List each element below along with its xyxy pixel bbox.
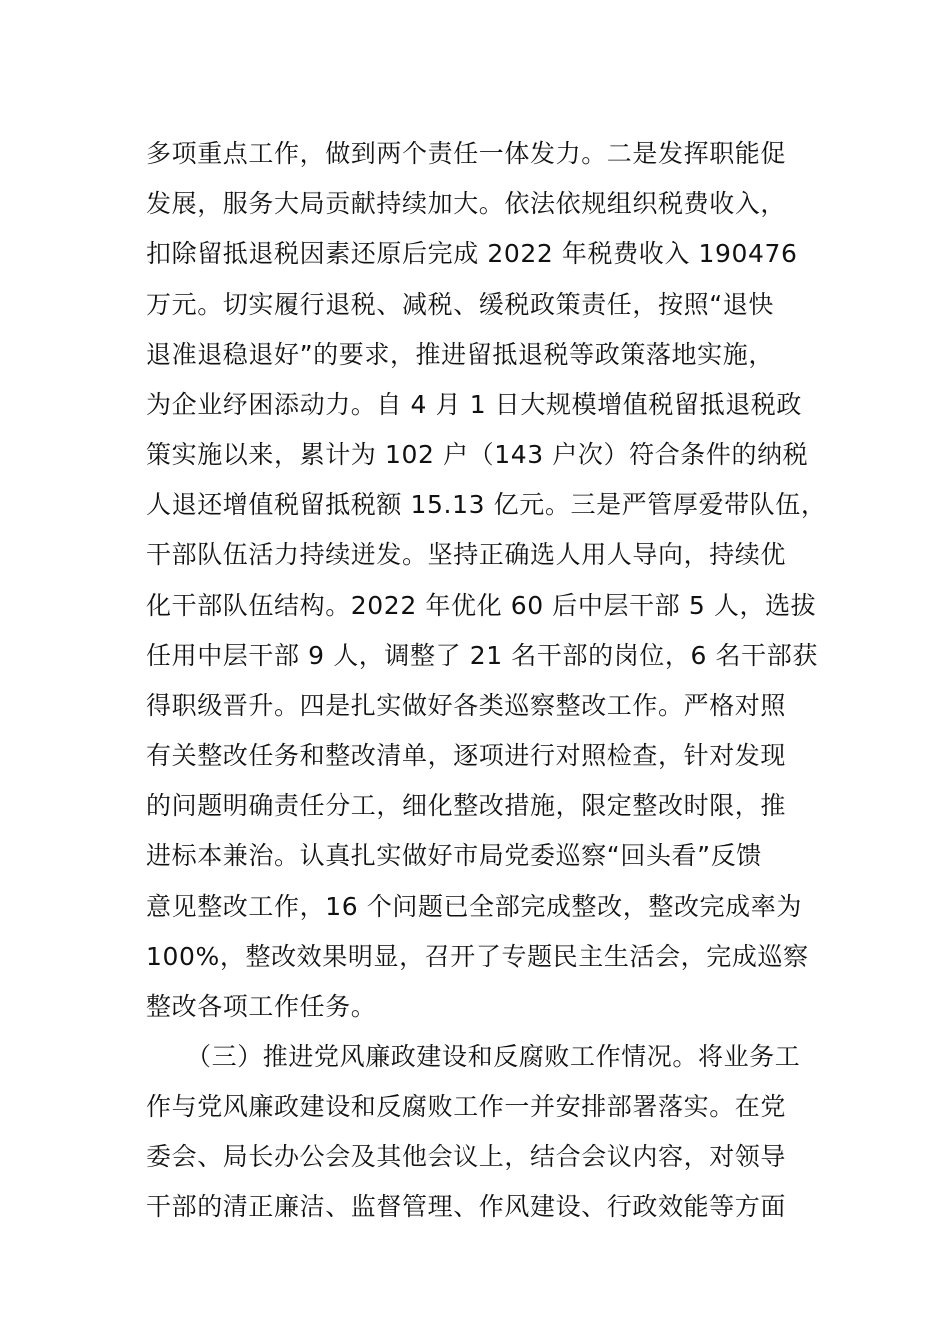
text-line: 委会、局长办公会及其他会议上，结合会议内容，对领导 [146, 1142, 787, 1171]
text-line: 整改各项工作任务。 [146, 992, 377, 1021]
paragraph-heading-line: （三）推进党风廉政建设和反腐败工作情况。将业务工 [186, 1042, 801, 1071]
text-line: 的问题明确责任分工，细化整改措施，限定整改时限，推 [146, 791, 787, 820]
text-line: 进标本兼治。认真扎实做好市局党委巡察“回头看”反馈 [146, 841, 762, 870]
text-line: 干部的清正廉洁、监督管理、作风建设、行政效能等方面 [146, 1192, 787, 1221]
text-line: 化干部队伍结构。2022 年优化 60 后中层干部 5 人，选拔 [146, 591, 817, 620]
text-line: 退准退稳退好”的要求，推进留抵退税等政策落地实施， [146, 340, 774, 369]
text-line: 干部队伍活力持续迸发。坚持正确选人用人导向，持续优 [146, 540, 787, 569]
text-line: 多项重点工作，做到两个责任一体发力。二是发挥职能促 [146, 139, 787, 168]
text-line: 发展，服务大局贡献持续加大。依法依规组织税费收入， [146, 189, 787, 218]
text-line: 有关整改任务和整改清单，逐项进行对照检查，针对发现 [146, 741, 787, 770]
text-line: 作与党风廉政建设和反腐败工作一并安排部署落实。在党 [146, 1092, 787, 1121]
text-line: 意见整改工作，16 个问题已全部完成整改，整改完成率为 [146, 892, 802, 921]
text-line: 扣除留抵退税因素还原后完成 2022 年税费收入 190476 [146, 239, 798, 268]
text-line: 任用中层干部 9 人，调整了 21 名干部的岗位，6 名干部获 [146, 641, 818, 670]
text-line: 人退还增值税留抵税额 15.13 亿元。三是严管厚爱带队伍， [146, 490, 827, 519]
text-line: 策实施以来，累计为 102 户（143 户次）符合条件的纳税 [146, 440, 809, 469]
text-line: 100%，整改效果明显，召开了专题民主生活会，完成巡察 [146, 942, 809, 971]
text-line: 得职级晋升。四是扎实做好各类巡察整改工作。严格对照 [146, 691, 787, 720]
text-line: 为企业纾困添动力。自 4 月 1 日大规模增值税留抵退税政 [146, 390, 803, 419]
text-line: 万元。切实履行退税、减税、缓税政策责任，按照“退快 [146, 290, 774, 319]
